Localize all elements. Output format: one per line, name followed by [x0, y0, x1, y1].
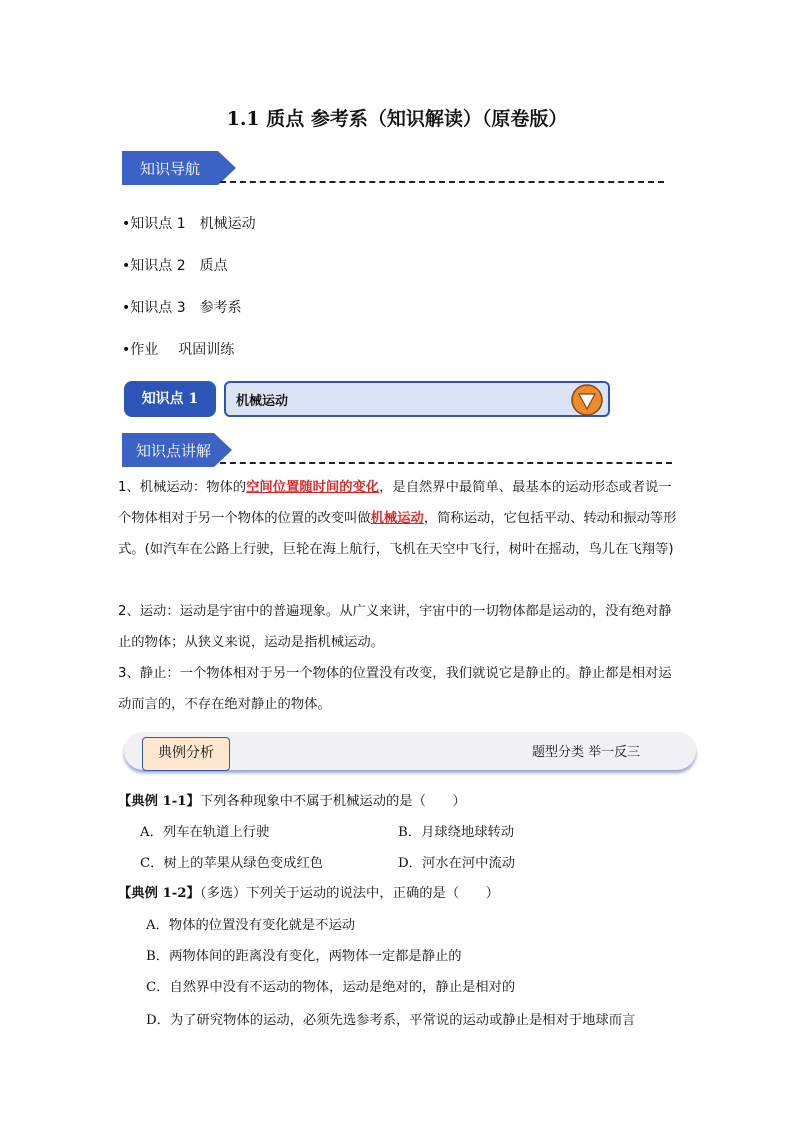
paragraph-rest: 3、静止：一个物体相对于另一个物体的位置没有改变，我们就说它是静止的。静止都是相对运动而言的，不存在绝对静止的物体。	[118, 666, 672, 712]
nav-item-name: 参考系	[199, 300, 242, 316]
nav-item-code: 作业	[130, 342, 159, 358]
paragraph-mechanical-motion	[118, 472, 678, 565]
kp1-badge: 知识点 1	[124, 381, 216, 417]
option[interactable]: A．物体的位置没有变化就是不运动	[146, 918, 356, 933]
divider	[220, 462, 672, 464]
option[interactable]: A．列车在轨道上行驶	[140, 825, 270, 840]
nav-item-kp3[interactable]	[122, 297, 242, 317]
option[interactable]: B．月球绕地球转动	[398, 825, 515, 840]
question-text: 下列各种现象中不属于机械运动的是（ ）	[199, 794, 466, 809]
highlight-term: 空间位置随时间的变化	[246, 480, 380, 495]
page-title: 1.1 质点 参考系（知识解读）（原卷版）	[226, 108, 568, 130]
divider	[220, 181, 664, 183]
nav-item-name: 巩固训练	[178, 342, 235, 358]
text: ，是自然界中最简单、最基本的运动形态或者说一个物体相对于另一个物体的位置的改变叫做	[118, 480, 672, 526]
option[interactable]: C．树上的苹果从绿色变成红色	[140, 856, 324, 871]
option[interactable]: D．河水在河中流动	[398, 856, 516, 871]
paragraph-motion: 2、运动：运动是宇宙中的普遍现象。从广义来讲，宇宙中的一切物体都是运动的，没有绝对静止的物体；从狭义来说，运动是指机械运动。	[118, 604, 672, 650]
nav-item-homework[interactable]	[122, 339, 234, 359]
question-label: 【典例 1-1】	[118, 794, 200, 809]
question-text: （多选）下列关于运动的说法中，正确的是（ ）	[199, 886, 500, 901]
option[interactable]: D．为了研究物体的运动，必须先选参考系，平常说的运动或静止是相对于地球而言	[146, 1013, 636, 1028]
nav-banner	[122, 151, 242, 185]
text: 1、机械运动：物体的	[118, 480, 247, 495]
option[interactable]: C．自然界中没有不运动的物体，运动是绝对的，静止是相对的	[146, 980, 516, 995]
highlight-term: 机械运动	[370, 511, 424, 526]
question-label: 【典例 1-2】	[118, 886, 200, 901]
kp1-title: 机械运动	[236, 394, 289, 409]
explain-banner-label: 知识点讲解	[136, 442, 212, 460]
bullet: •	[122, 258, 131, 274]
question-1-2-stem	[118, 882, 499, 901]
question-1-1-stem	[118, 790, 466, 809]
text: ，简称运动，它包括平动、转动和振动等形式。(如汽车在公路上行驶，巨轮在海上航行，飞机在天空中飞行，树叶在摇动，鸟儿在飞翔等)	[118, 511, 677, 557]
nav-item-kp1[interactable]	[122, 213, 256, 233]
examples-subtitle: 题型分类 举一反三	[532, 745, 641, 760]
nav-item-name: 机械运动	[199, 216, 256, 232]
chevron-down-circle-icon[interactable]	[570, 383, 604, 417]
nav-item-code: 知识点 1	[130, 216, 186, 232]
bullet: •	[122, 342, 131, 358]
bullet: •	[122, 300, 131, 316]
nav-item-code: 知识点 2	[130, 258, 186, 274]
nav-item-name: 质点	[199, 258, 228, 274]
bullet: •	[122, 216, 131, 232]
examples-tag: 典例分析	[142, 737, 230, 771]
option[interactable]: B．两物体间的距离没有变化，两物体一定都是静止的	[146, 949, 462, 964]
nav-banner-label: 知识导航	[140, 160, 201, 178]
nav-item-code: 知识点 3	[130, 300, 186, 316]
nav-item-kp2[interactable]	[122, 255, 228, 275]
